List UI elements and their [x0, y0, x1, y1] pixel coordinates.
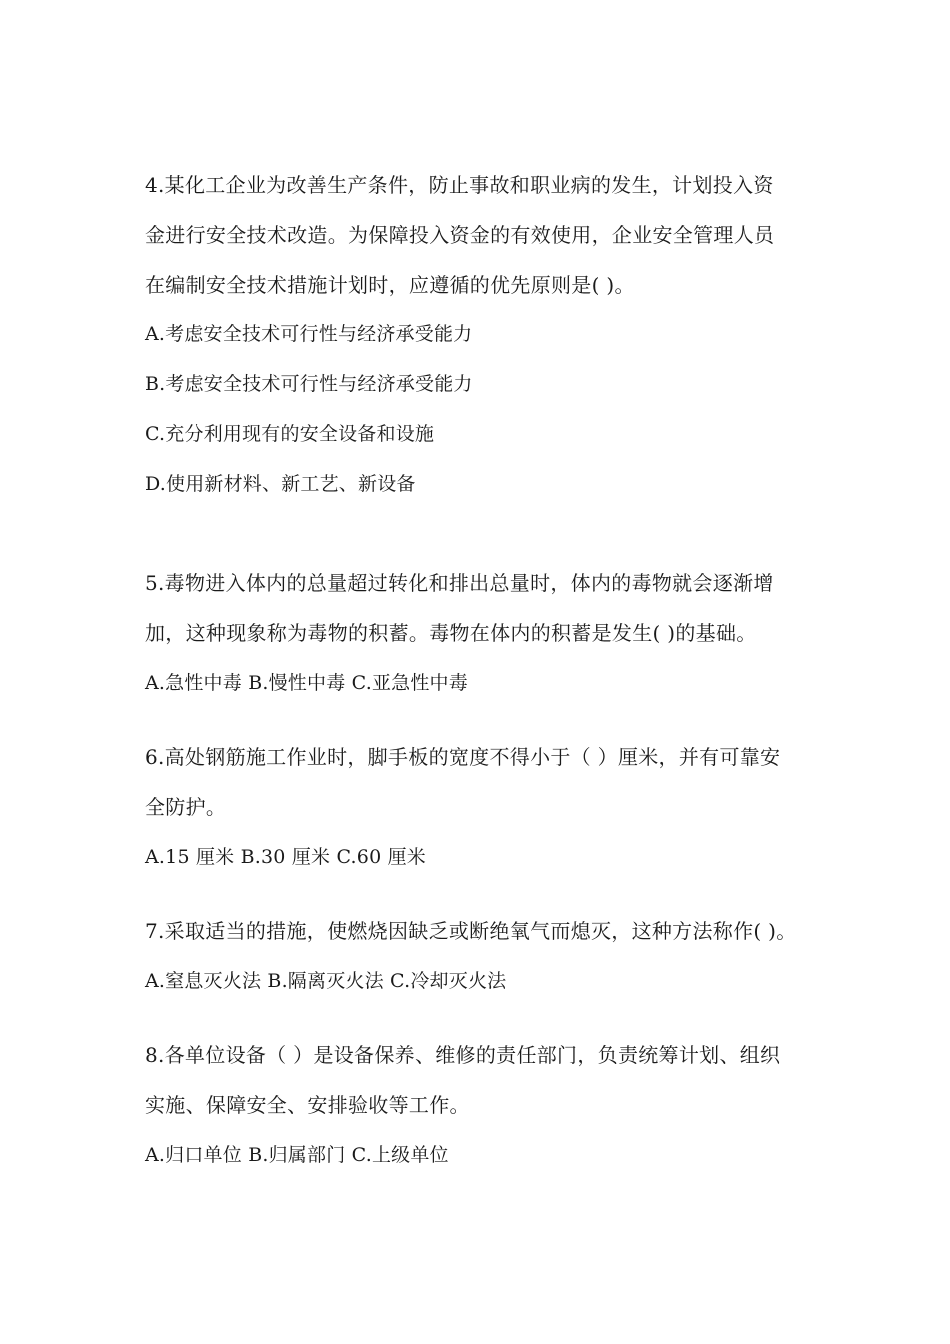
question-5-line-1: 5.毒物进入体内的总量超过转化和排出总量时，体内的毒物就会逐渐增 [145, 571, 774, 595]
question-6-options: A.15 厘米 B.30 厘米 C.60 厘米 [145, 846, 426, 868]
question-4-option-b: B.考虑安全技术可行性与经济承受能力 [145, 373, 473, 395]
question-8-options: A.归口单位 B.归属部门 C.上级单位 [145, 1144, 449, 1166]
question-8-line-2: 实施、保障安全、安排验收等工作。 [145, 1093, 470, 1117]
question-5-line-2: 加，这种现象称为毒物的积蓄。毒物在体内的积蓄是发生( )的基础。 [145, 621, 757, 645]
question-4-option-c: C.充分利用现有的安全设备和设施 [145, 423, 435, 445]
question-5-options: A.急性中毒 B.慢性中毒 C.亚急性中毒 [145, 672, 468, 694]
question-6-line-1: 6.高处钢筋施工作业时，脚手板的宽度不得小于（ ）厘米，并有可靠安 [145, 745, 781, 769]
question-7-options: A.窒息灭火法 B.隔离灭火法 C.冷却灭火法 [145, 970, 507, 992]
question-4-line-3: 在编制安全技术措施计划时，应遵循的优先原则是( )。 [145, 273, 635, 297]
question-8-line-1: 8.各单位设备（ ）是设备保养、维修的责任部门，负责统筹计划、组织 [145, 1043, 781, 1067]
question-4-option-a: A.考虑安全技术可行性与经济承受能力 [145, 323, 473, 345]
question-4-option-d: D.使用新材料、新工艺、新设备 [145, 473, 416, 495]
question-4-line-1: 4.某化工企业为改善生产条件，防止事故和职业病的发生，计划投入资 [145, 173, 774, 197]
question-7-line-1: 7.采取适当的措施，使燃烧因缺乏或断绝氧气而熄灭，这种方法称作( )。 [145, 919, 797, 943]
question-6-line-2: 全防护。 [145, 795, 227, 819]
question-4-line-2: 金进行安全技术改造。为保障投入资金的有效使用，企业安全管理人员 [145, 223, 775, 247]
